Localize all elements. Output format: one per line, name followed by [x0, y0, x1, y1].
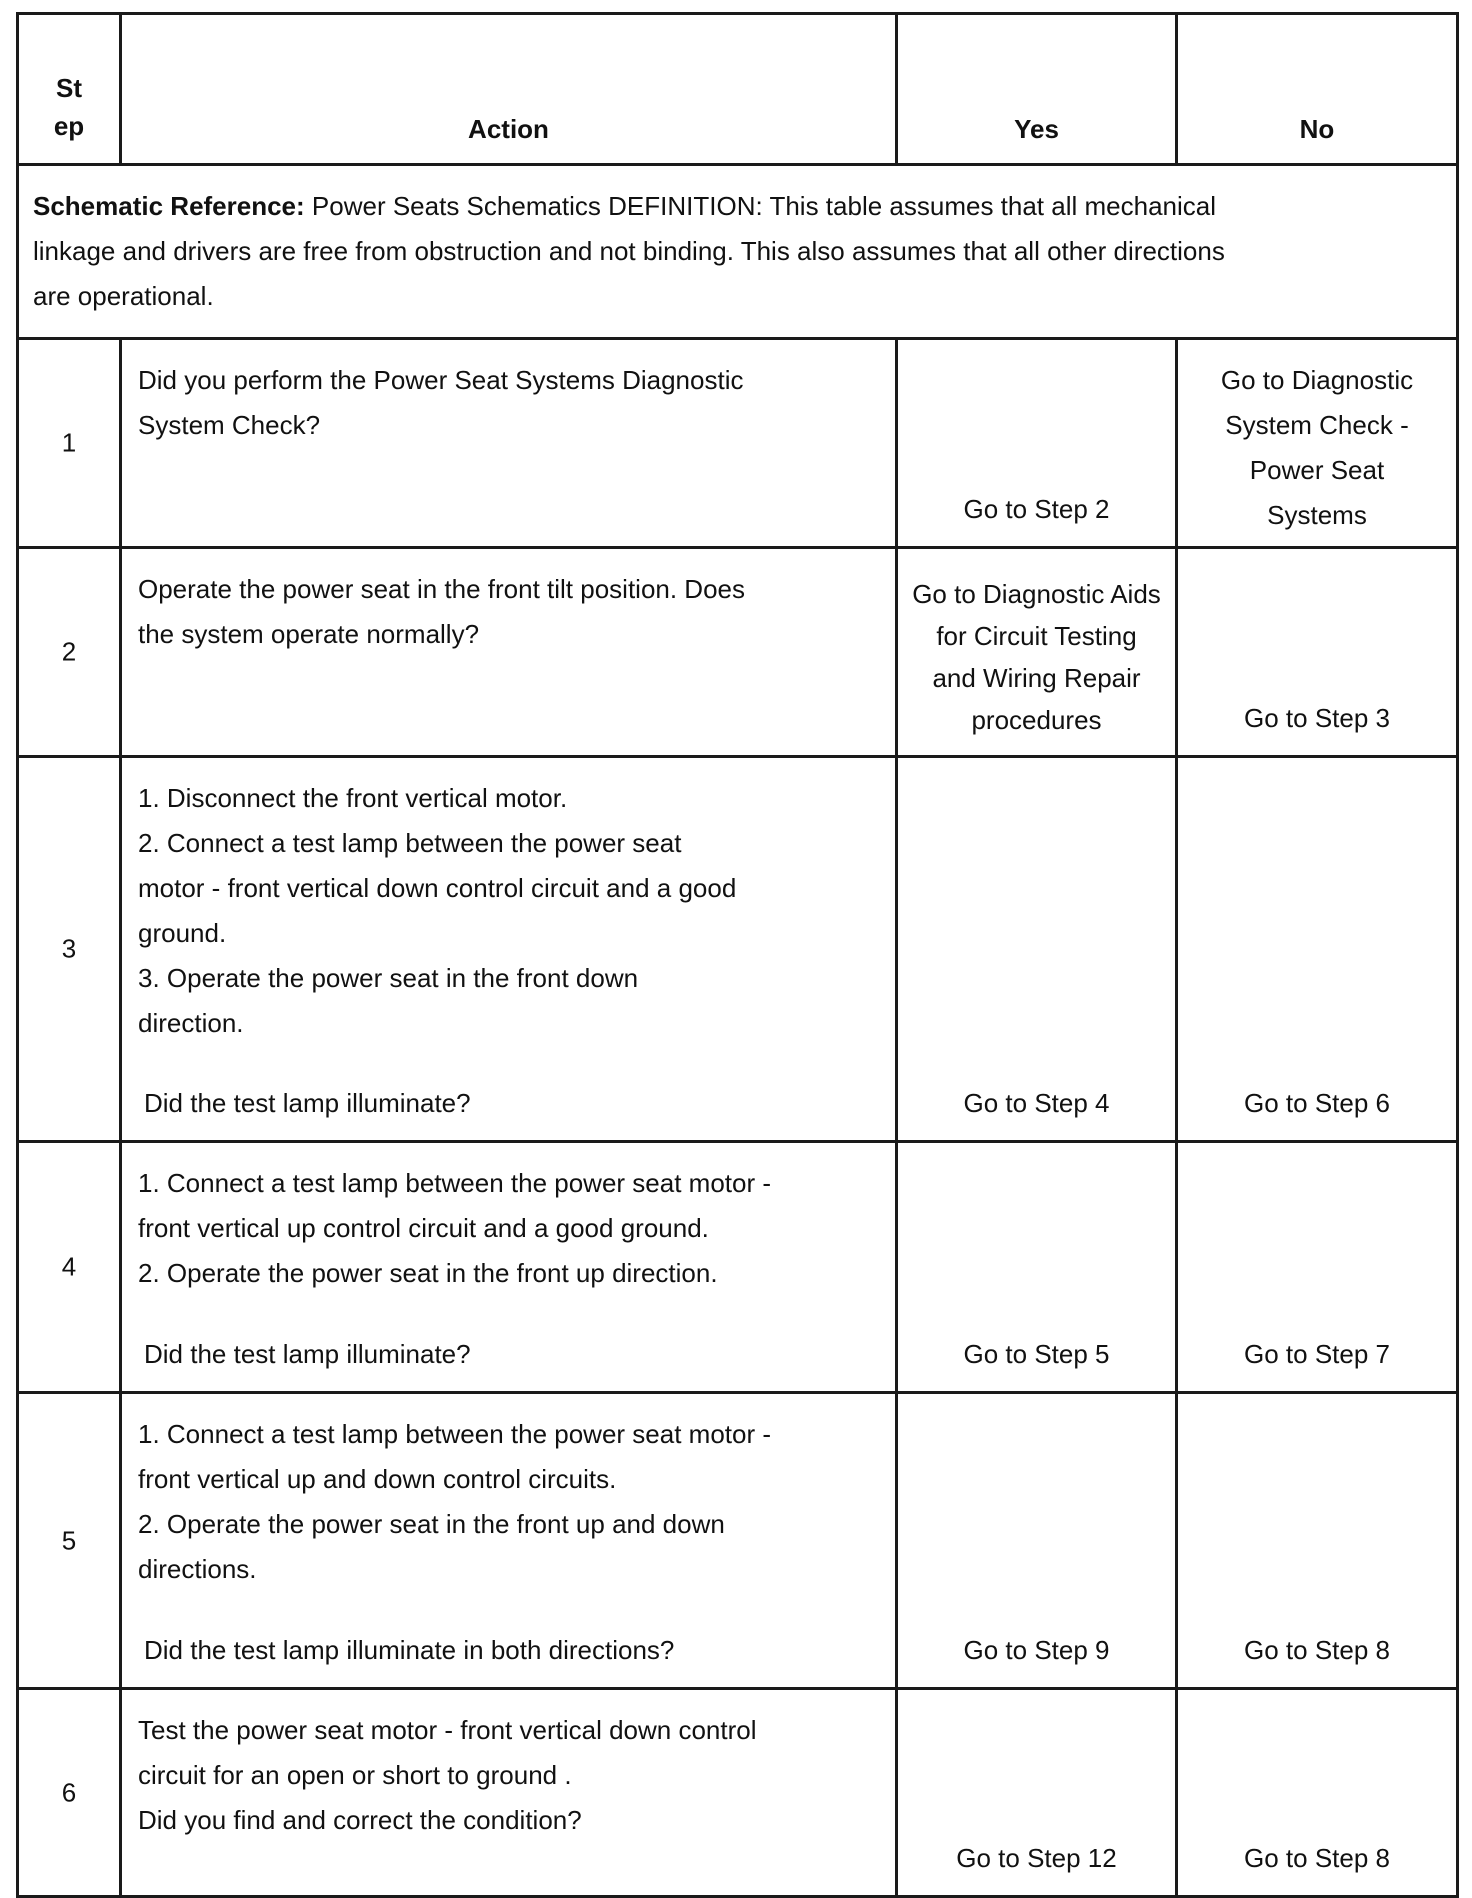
schematic-line2: linkage and drivers are free from obstruction and not binding. This also assumes that all other directions	[33, 236, 1225, 266]
no-cell	[1177, 1393, 1458, 1689]
table-row	[18, 548, 1458, 757]
table-row	[18, 1142, 1458, 1393]
step-number: 6	[61, 1777, 77, 1807]
yes-cell	[897, 757, 1177, 1142]
schematic-label: Schematic Reference:	[33, 191, 305, 221]
action-line: direction.	[138, 1008, 244, 1038]
step-number: 5	[61, 1525, 77, 1555]
no-cell	[1177, 339, 1458, 548]
no-cell	[1177, 757, 1458, 1142]
no-cell	[1177, 1689, 1458, 1897]
header-step-line2: ep	[53, 111, 85, 141]
step-cell	[18, 1142, 121, 1393]
action-line: the system operate normally?	[138, 619, 480, 649]
action-line: 2. Connect a test lamp between the power seat	[138, 828, 682, 858]
action-line: System Check?	[138, 410, 321, 440]
header-row	[18, 14, 1458, 165]
step-cell	[18, 1393, 121, 1689]
action-question: Did the test lamp illuminate?	[144, 1088, 471, 1118]
step-number: 3	[61, 933, 77, 964]
table-row	[18, 1689, 1458, 1897]
action-question: Did the test lamp illuminate?	[144, 1339, 471, 1369]
table-row	[18, 757, 1458, 1142]
yes-link[interactable]: Go to Step 4	[963, 1088, 1110, 1118]
step-cell	[18, 757, 121, 1142]
yes-link[interactable]: Go to Step 12	[956, 1843, 1117, 1873]
header-step-line1: St	[56, 73, 82, 103]
action-cell	[121, 1689, 897, 1897]
yes-link[interactable]: Go to Diagnostic Aids for Circuit Testing and Wiring Repair procedures	[912, 579, 1161, 735]
header-yes: Yes	[897, 14, 1177, 165]
schematic-reference	[18, 165, 1458, 339]
schematic-line1: Power Seats Schematics DEFINITION: This table assumes that all mechanical	[311, 191, 1217, 221]
action-cell	[121, 1142, 897, 1393]
yes-cell	[897, 1393, 1177, 1689]
table-row	[18, 1393, 1458, 1689]
step-cell	[18, 339, 121, 548]
table-row	[18, 339, 1458, 548]
yes-cell	[897, 1142, 1177, 1393]
step-cell	[18, 548, 121, 757]
diagnostic-table	[16, 12, 1459, 1898]
action-cell	[121, 548, 897, 757]
yes-link[interactable]: Go to Step 5	[963, 1339, 1110, 1369]
action-cell	[121, 757, 897, 1142]
action-line: front vertical up control circuit and a good ground.	[138, 1213, 709, 1243]
action-line: Did you perform the Power Seat Systems Diagnostic	[138, 365, 744, 395]
schematic-row	[18, 165, 1458, 339]
action-line: front vertical up and down control circuits.	[138, 1464, 617, 1494]
action-line: 2. Operate the power seat in the front up and down	[138, 1509, 725, 1539]
no-link[interactable]: Go to Step 8	[1244, 1635, 1390, 1665]
step-number: 4	[61, 1251, 77, 1282]
header-action: Action	[121, 14, 897, 165]
action-line: circuit for an open or short to ground .	[138, 1760, 572, 1790]
action-line: Did you find and correct the condition?	[138, 1805, 582, 1835]
action-line: 3. Operate the power seat in the front down	[138, 963, 639, 993]
no-cell	[1177, 1142, 1458, 1393]
action-line: Operate the power seat in the front tilt position. Does	[138, 574, 746, 604]
action-question: Did the test lamp illuminate in both directions?	[144, 1635, 675, 1665]
no-link[interactable]: Go to Diagnostic System Check - Power Seat Systems	[1220, 365, 1414, 530]
action-line: Test the power seat motor - front vertical down control	[138, 1715, 757, 1745]
action-cell	[121, 339, 897, 548]
action-line: directions.	[138, 1554, 257, 1584]
action-line: 1. Connect a test lamp between the power seat motor -	[138, 1168, 772, 1198]
action-line: motor - front vertical down control circuit and a good	[138, 873, 737, 903]
step-number: 1	[61, 427, 77, 458]
action-line: ground.	[138, 918, 227, 948]
no-link[interactable]: Go to Step 8	[1244, 1843, 1390, 1873]
no-cell	[1177, 548, 1458, 757]
header-step	[18, 14, 121, 165]
step-cell	[18, 1689, 121, 1897]
action-cell	[121, 1393, 897, 1689]
action-line: 2. Operate the power seat in the front up direction.	[138, 1258, 718, 1288]
no-link[interactable]: Go to Step 6	[1244, 1088, 1390, 1118]
yes-cell	[897, 548, 1177, 757]
action-line: 1. Connect a test lamp between the power seat motor -	[138, 1419, 772, 1449]
step-number: 2	[61, 636, 77, 667]
yes-link[interactable]: Go to Step 9	[963, 1635, 1110, 1665]
yes-cell	[897, 339, 1177, 548]
no-link[interactable]: Go to Step 7	[1244, 1339, 1390, 1369]
yes-cell	[897, 1689, 1177, 1897]
action-line: 1. Disconnect the front vertical motor.	[138, 783, 568, 813]
yes-link[interactable]: Go to Step 2	[963, 494, 1110, 524]
header-no: No	[1177, 14, 1458, 165]
schematic-line3: are operational.	[33, 281, 214, 311]
no-link[interactable]: Go to Step 3	[1244, 703, 1390, 733]
